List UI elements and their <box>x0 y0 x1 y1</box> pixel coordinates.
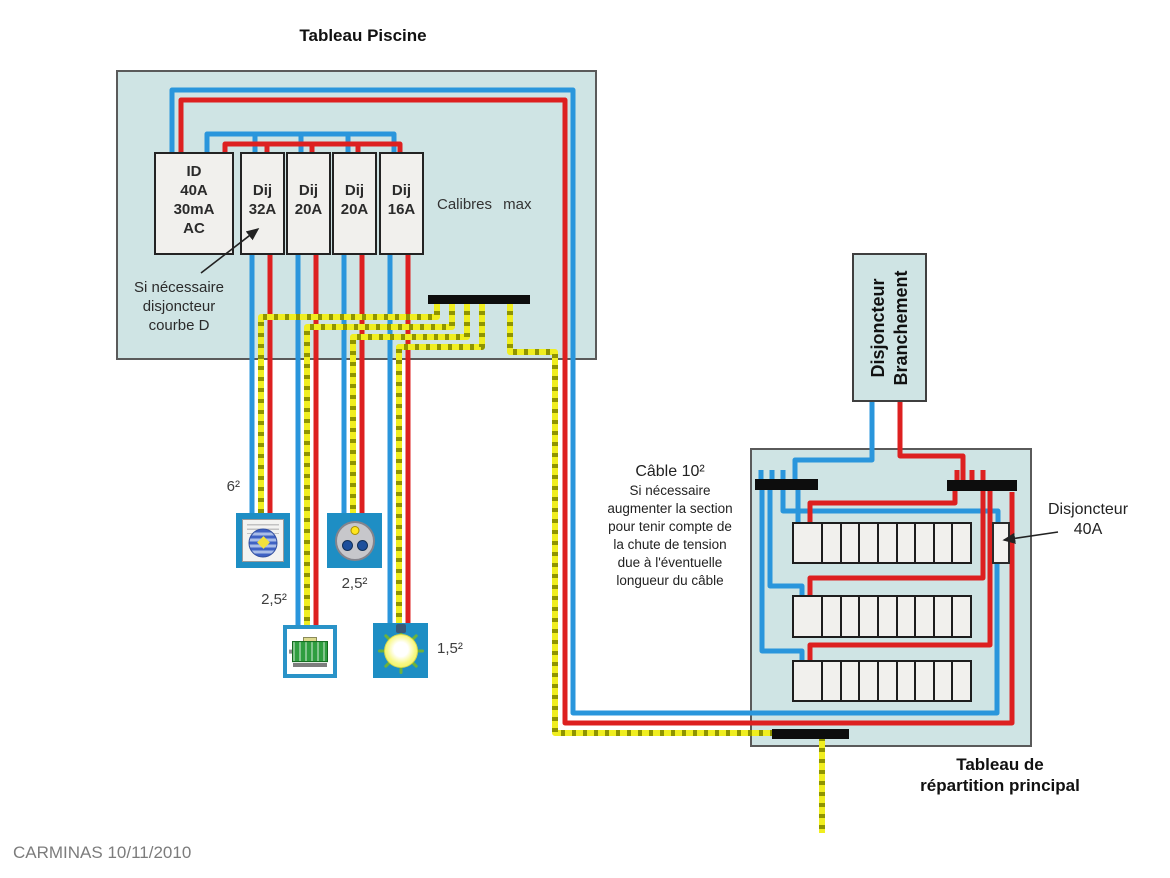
service-breaker-label: Disjoncteur Branchement <box>867 269 911 386</box>
disjoncteur-40a-label: Disjoncteur 40A <box>1047 501 1129 538</box>
cable-note-title: Câble 10² <box>635 463 705 480</box>
breaker-rating: 16A <box>387 201 416 218</box>
socket-load-icon <box>327 513 382 568</box>
breaker-40a <box>992 522 1010 564</box>
cable-note: Câble 10² Si nécessaire augmenter la section pour tenir compte de la chute de tension due à l'éventuelle longueur du câble <box>575 461 765 590</box>
motor-load-icon <box>283 625 337 678</box>
section-label-socket: 2,5² <box>341 575 368 592</box>
bulb-base <box>396 624 406 633</box>
motor-body <box>292 641 328 662</box>
section-label-light: 1,5² <box>437 640 463 657</box>
main-panel-title: Tableau de répartition principal <box>920 755 1080 795</box>
breaker-dij-32a <box>240 152 285 255</box>
breaker-dij-20a-2 <box>332 152 377 255</box>
breaker-dij-20a-1 <box>286 152 331 255</box>
courbe-d-note: Si nécessaire disjoncteur courbe D <box>133 279 225 334</box>
id-differential-breaker <box>154 152 234 255</box>
fan-wheel <box>249 528 278 557</box>
fan-load-icon <box>236 513 290 568</box>
socket-face <box>335 521 375 561</box>
breaker-rating: 20A <box>294 201 323 218</box>
socket-earth-pin <box>350 526 359 535</box>
breaker-dij-16a <box>379 152 424 255</box>
breaker-rating: 20A <box>340 201 369 218</box>
section-label-fan: 6² <box>226 478 240 495</box>
footer-credit: CARMINAS 10/11/2010 <box>13 843 192 862</box>
fan-grille <box>242 519 284 562</box>
id-line: 40A <box>180 182 208 199</box>
breaker-label: Dij <box>391 182 412 199</box>
breaker-label: Dij <box>344 182 365 199</box>
breaker-label: Dij <box>298 182 319 199</box>
breaker-label: Dij <box>252 182 273 199</box>
id-line: AC <box>183 220 205 237</box>
service-breaker-box <box>852 253 927 402</box>
bulb <box>384 634 418 668</box>
breaker-row-2 <box>792 595 972 638</box>
pool-panel-title: Tableau Piscine <box>299 26 427 45</box>
section-label-motor: 2,5² <box>261 591 287 608</box>
breaker-row-1 <box>792 522 972 564</box>
calibres-max-label: Calibres max <box>437 196 532 213</box>
id-line: 30mA <box>173 201 215 218</box>
id-line: ID <box>186 163 202 180</box>
breaker-rating: 32A <box>248 201 277 218</box>
light-load-icon <box>373 623 428 678</box>
breaker-row-3 <box>792 660 972 702</box>
